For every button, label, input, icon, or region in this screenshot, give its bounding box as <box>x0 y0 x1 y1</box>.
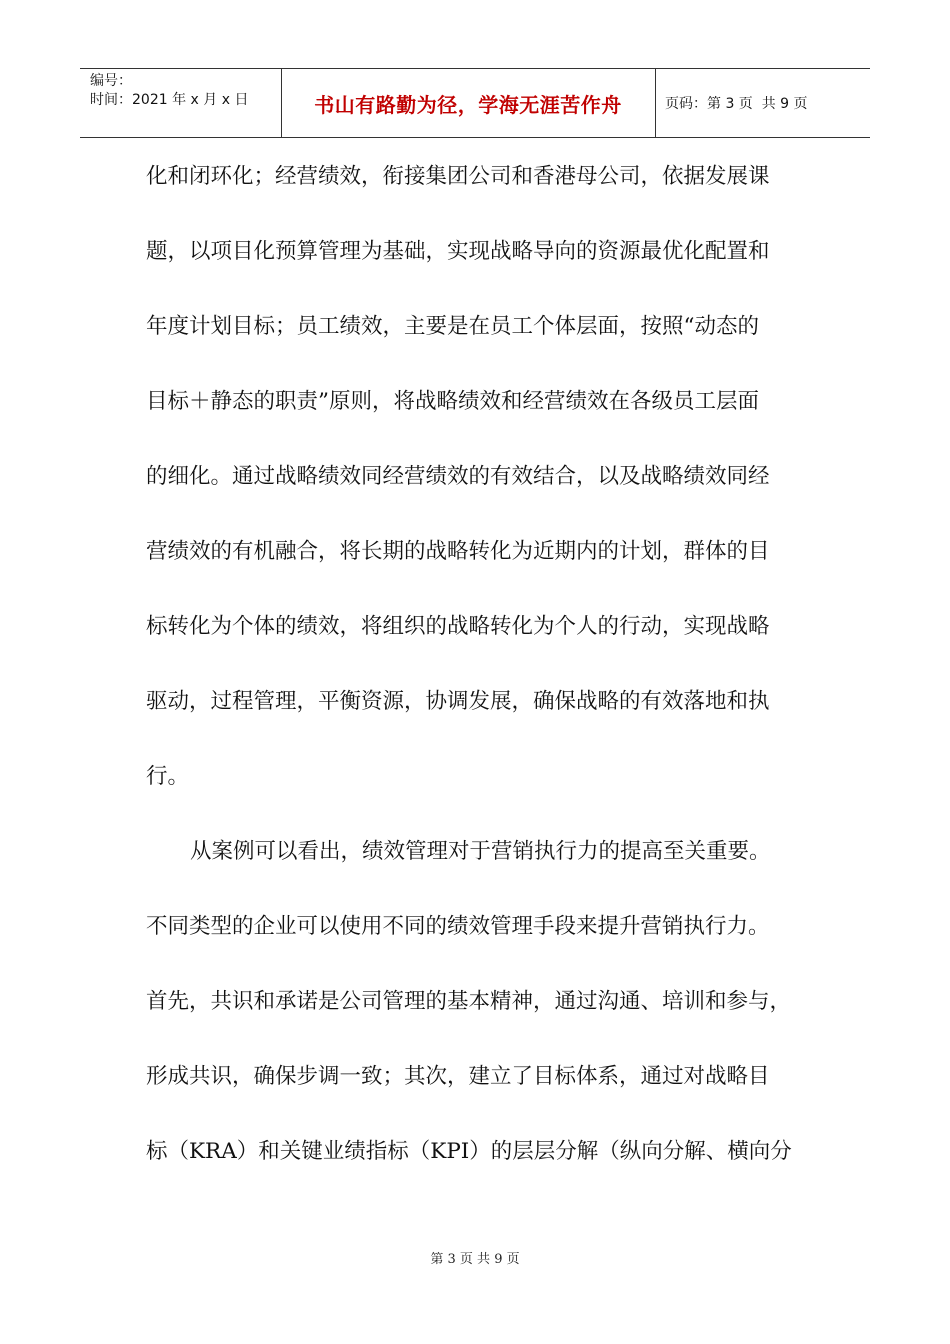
text-line: 化和闭环化；经营绩效，衔接集团公司和香港母公司，依据发展课 <box>146 164 770 189</box>
header-meta <box>90 72 248 110</box>
header-divider <box>655 69 656 137</box>
paragraph-start-line: 从案例可以看出，绩效管理对于营销执行力的提高至关重要。 <box>190 839 771 864</box>
text-line: 行。 <box>146 764 190 789</box>
header-motto: 书山有路勤为径，学海无涯苦作舟 <box>314 92 622 117</box>
text-line: 首先，共识和承诺是公司管理的基本精神，通过沟通、培训和参与， <box>146 989 792 1014</box>
time-label: 时间：2021 年 x 月 x 日 <box>90 92 249 108</box>
header-page-info: 页码：第 3 页 共 9 页 <box>665 96 808 112</box>
page-footer: 第 3 页 共 9 页 <box>430 1252 520 1267</box>
text-line: 标（KRA）和关键业绩指标（KPI）的层层分解（纵向分解、横向分 <box>146 1139 792 1164</box>
text-line: 标转化为个体的绩效，将组织的战略转化为个人的行动，实现战略 <box>146 614 770 639</box>
text-line: 不同类型的企业可以使用不同的绩效管理手段来提升营销执行力。 <box>146 914 770 939</box>
text-line: 目标＋静态的职责”原则，将战略绩效和经营绩效在各级员工层面 <box>146 389 759 414</box>
number-label: 编号： <box>90 73 132 89</box>
text-line: 的细化。通过战略绩效同经营绩效的有效结合，以及战略绩效同经 <box>146 464 770 489</box>
text-line: 年度计划目标；员工绩效，主要是在员工个体层面，按照“动态的 <box>146 314 759 339</box>
text-line: 形成共识，确保步调一致；其次，建立了目标体系，通过对战略目 <box>146 1064 770 1089</box>
document-header <box>80 68 870 138</box>
document-body <box>146 160 806 1210</box>
text-line: 营绩效的有机融合，将长期的战略转化为近期内的计划，群体的目 <box>146 539 770 564</box>
text-line: 题，以项目化预算管理为基础，实现战略导向的资源最优化配置和 <box>146 239 770 264</box>
text-line: 驱动，过程管理，平衡资源，协调发展，确保战略的有效落地和执 <box>146 689 770 714</box>
